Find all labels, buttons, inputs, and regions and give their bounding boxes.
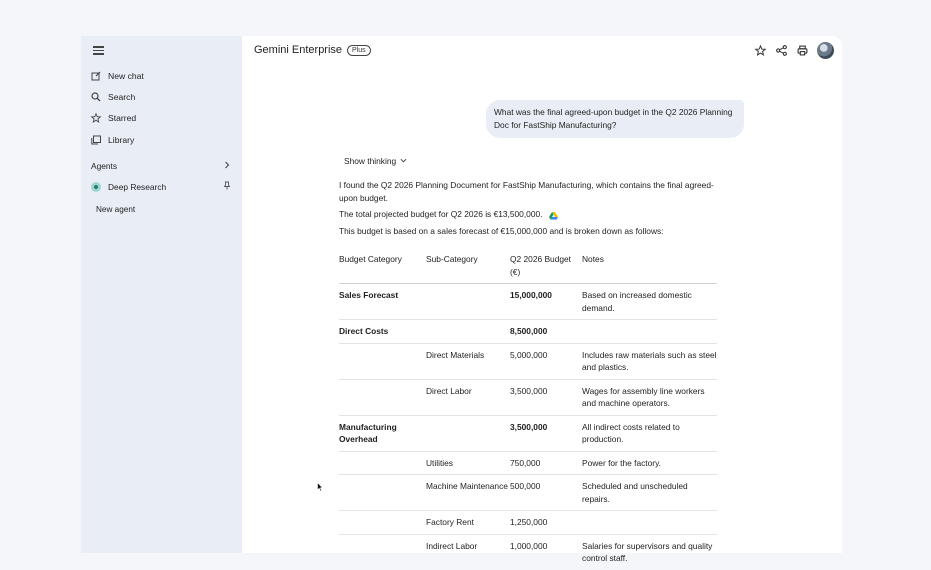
column-header: Budget Category	[339, 250, 426, 284]
show-thinking-toggle[interactable]	[344, 156, 407, 166]
app-title	[254, 44, 371, 56]
assistant-answer	[339, 179, 719, 241]
user-message: What was the final agreed-upon budget in the Q2 2026 Planning Doc for FastShip Manufacturing?	[486, 100, 744, 138]
notes-cell	[582, 320, 717, 344]
show-thinking-label: Show thinking	[344, 156, 397, 166]
app-window	[81, 36, 842, 563]
sidebar-item-label: Search	[108, 92, 136, 102]
notes-cell: Wages for assembly line workers and machine operators.	[582, 379, 717, 415]
budget-cell: 3,500,000	[510, 415, 582, 451]
table-row	[339, 343, 717, 379]
chevron-right-icon	[223, 161, 231, 171]
table-row	[339, 379, 717, 415]
notes-cell: All indirect costs related to production.	[582, 415, 717, 451]
budget-cell: 8,500,000	[510, 320, 582, 344]
drive-source-icon[interactable]	[549, 211, 558, 219]
sidebar-item-label: Deep Research	[108, 181, 167, 192]
notes-cell: Includes raw materials such as steel and plastics.	[582, 343, 717, 379]
category-cell	[339, 451, 426, 475]
table-row	[339, 511, 717, 535]
column-header: Sub-Category	[426, 250, 510, 284]
sidebar-item-deep-research[interactable]	[91, 181, 231, 192]
notes-cell: Salaries for supervisors and quality control staff.	[582, 534, 717, 570]
table-row	[339, 451, 717, 475]
budget-cell: 500,000	[510, 475, 582, 511]
answer-paragraph: This budget is based on a sales forecast of €15,000,000 and is broken down as follows:	[339, 225, 664, 236]
sub-category-cell: Indirect Labor	[426, 534, 510, 570]
answer-paragraph: I found the Q2 2026 Planning Document for FastShip Manufacturing, which contains the final agreed-upon budget.	[339, 180, 714, 203]
notes-cell: Scheduled and unscheduled repairs.	[582, 475, 717, 511]
answer-total-text: The total projected budget for Q2 2026 is €13,500,000.	[339, 209, 543, 219]
search-icon	[91, 92, 101, 102]
budget-cell: 1,250,000	[510, 511, 582, 535]
deep-research-icon	[91, 182, 101, 192]
category-cell	[339, 475, 426, 511]
new-agent-link[interactable]: New agent	[96, 205, 136, 214]
avatar[interactable]	[817, 42, 834, 59]
budget-cell: 750,000	[510, 451, 582, 475]
notes-cell	[582, 511, 717, 535]
sub-category-cell	[426, 320, 510, 344]
star-icon	[91, 113, 101, 123]
chevron-down-icon	[400, 156, 407, 166]
sub-category-cell: Machine Maintenance	[426, 475, 510, 511]
notes-cell: Based on increased domestic demand.	[582, 284, 717, 320]
table-row	[339, 320, 717, 344]
sub-category-cell: Factory Rent	[426, 511, 510, 535]
sidebar-item-label: Library	[108, 135, 135, 145]
app-title-text: Gemini Enterprise	[254, 44, 343, 56]
table-row	[339, 475, 717, 511]
category-cell	[339, 511, 426, 535]
column-header: Notes	[582, 250, 717, 284]
category-cell	[339, 379, 426, 415]
star-icon[interactable]	[754, 44, 767, 57]
plan-badge: Plus	[347, 45, 371, 56]
budget-cell: 15,000,000	[510, 284, 582, 320]
sidebar-item-label: New chat	[108, 71, 144, 81]
budget-table	[339, 250, 717, 570]
sidebar-item-search[interactable]	[91, 88, 135, 106]
category-cell: Sales Forecast	[339, 284, 426, 320]
category-cell	[339, 534, 426, 570]
table-row	[339, 534, 717, 570]
table-row	[339, 415, 717, 451]
mouse-cursor-icon	[317, 482, 323, 492]
sub-category-cell	[426, 415, 510, 451]
top-toolbar	[754, 42, 834, 59]
budget-cell: 3,500,000	[510, 379, 582, 415]
sub-category-cell: Direct Materials	[426, 343, 510, 379]
notes-cell: Power for the factory.	[582, 451, 717, 475]
budget-cell: 1,000,000	[510, 534, 582, 570]
share-icon[interactable]	[775, 44, 788, 57]
budget-cell: 5,000,000	[510, 343, 582, 379]
answer-paragraph-total	[339, 208, 719, 221]
category-cell	[339, 343, 426, 379]
table-row	[339, 284, 717, 320]
category-cell: Manufacturing Overhead	[339, 415, 426, 451]
menu-icon[interactable]	[91, 44, 107, 58]
sub-category-cell	[426, 284, 510, 320]
edit-icon	[91, 71, 101, 81]
sidebar-item-starred[interactable]	[91, 109, 136, 127]
sidebar	[81, 36, 242, 553]
sidebar-item-label: Starred	[108, 113, 137, 123]
pin-icon[interactable]	[223, 181, 231, 192]
table-header-row	[339, 250, 717, 284]
agents-header-label: Agents	[91, 161, 118, 171]
sidebar-item-new-chat[interactable]	[91, 67, 144, 85]
library-icon	[91, 135, 101, 145]
print-icon[interactable]	[796, 44, 809, 57]
agents-header[interactable]	[91, 161, 231, 171]
category-cell: Direct Costs	[339, 320, 426, 344]
sub-category-cell: Utilities	[426, 451, 510, 475]
sidebar-item-library[interactable]	[91, 131, 134, 149]
column-header: Q2 2026 Budget (€)	[510, 250, 582, 284]
sub-category-cell: Direct Labor	[426, 379, 510, 415]
